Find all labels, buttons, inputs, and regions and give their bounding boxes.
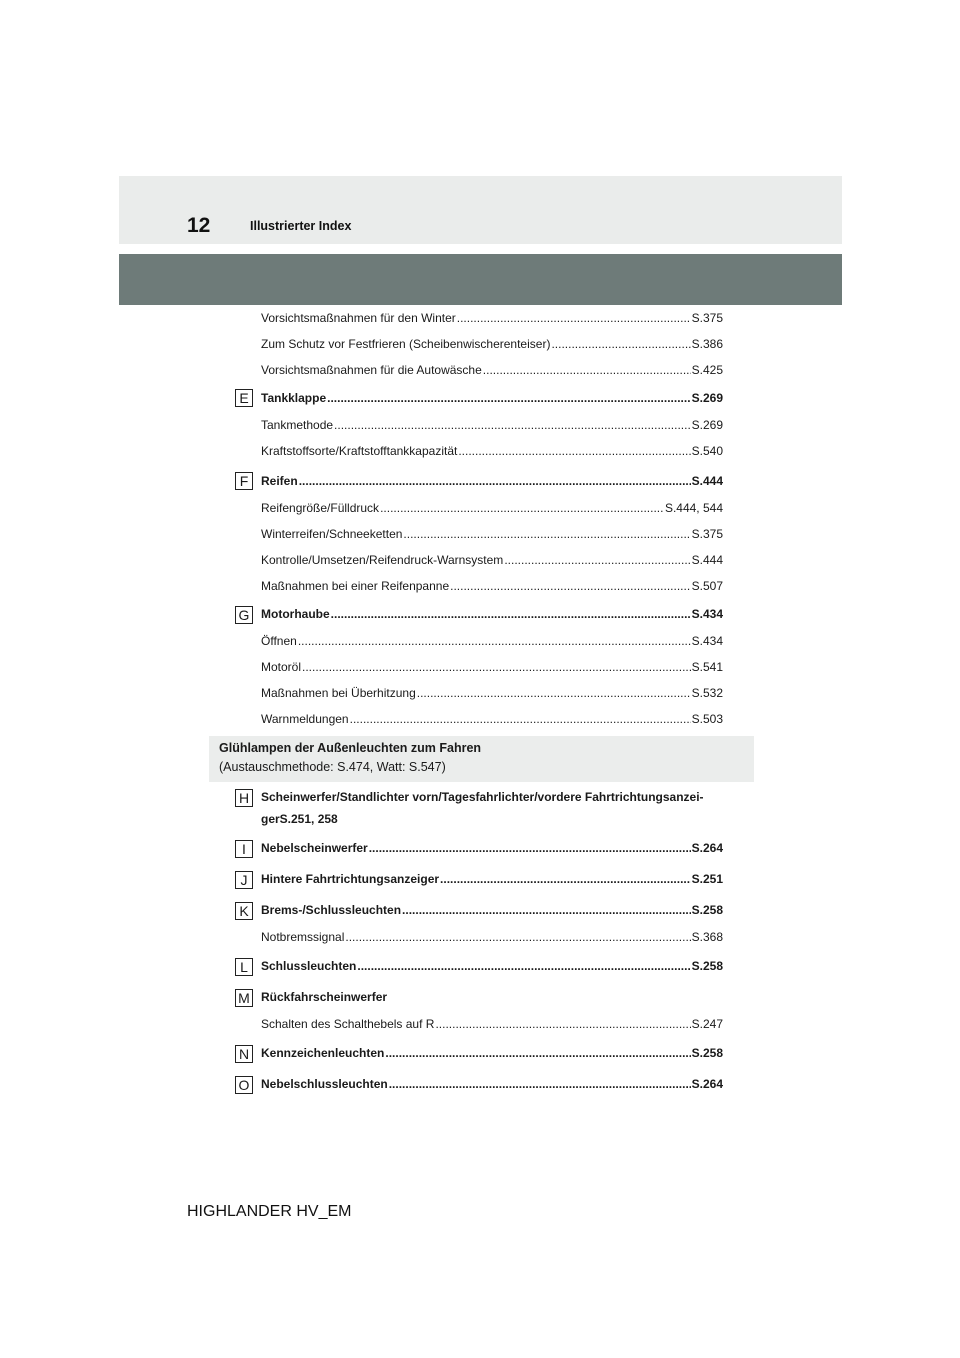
index-entry-heading[interactable] [261,789,723,805]
entry-text: Scheinwerfer/Standlichter vorn/Tagesfahrlichter/vordere Fahrtrichtungsanzei- [261,790,704,804]
entry-text: Maßnahmen bei Überhitzung [261,686,416,700]
letter-marker-K: K [235,902,253,920]
index-entry[interactable] [261,526,723,542]
index-entry-heading[interactable] [261,958,723,974]
index-entry-heading[interactable] [261,871,723,887]
index-entry[interactable] [261,711,723,727]
entry-text: Motoröl [261,660,302,674]
entry-page[interactable]: S.503 [691,712,723,726]
entry-page[interactable]: S.386 [691,337,723,351]
index-entry-heading[interactable] [261,989,723,1005]
leader-dots [331,606,691,622]
leader-dots [298,633,691,649]
entry-page[interactable]: S.368 [691,930,723,944]
leader-dots [450,578,691,594]
leader-dots [302,659,691,675]
entry-text: Kraftstoffsorte/Kraftstofftankkapazität [261,444,458,458]
leader-dots [551,336,690,352]
index-entry[interactable] [261,685,723,701]
leader-dots [334,417,691,433]
entry-text: Kontrolle/Umsetzen/Reifendruck-Warnsystem [261,553,504,567]
letter-marker-M: M [235,989,253,1007]
entry-text: Maßnahmen bei einer Reifenpanne [261,579,450,593]
entry-page[interactable]: S.258 [691,959,723,973]
letter-marker-F: F [235,472,253,490]
entry-text: Winterreifen/Schneeketten [261,527,403,541]
entry-text: Tankklappe [261,391,327,405]
entry-text: Reifen [261,474,298,488]
entry-page[interactable]: S.434 [691,607,723,621]
index-entry[interactable] [261,443,723,459]
index-entry[interactable] [261,929,723,945]
index-entry[interactable] [261,417,723,433]
leader-dots [458,443,690,459]
entry-text: Schlussleuchten [261,959,357,973]
entry-page[interactable]: S.425 [691,363,723,377]
index-entry-heading[interactable] [261,902,723,918]
index-entry-heading[interactable] [261,473,723,489]
index-entry[interactable] [261,578,723,594]
letter-marker-H: H [235,789,253,807]
entry-page[interactable]: S.375 [691,527,723,541]
leader-dots [389,1076,691,1092]
entry-page[interactable]: S.269 [691,418,723,432]
index-entry[interactable] [261,500,723,516]
entry-text: Vorsichtsmaßnahmen für die Autowäsche [261,363,482,377]
index-entry-heading[interactable] [261,1045,723,1061]
letter-marker-G: G [235,606,253,624]
entry-page[interactable]: S.375 [691,311,723,325]
leader-dots [440,871,691,887]
entry-page[interactable]: S.444 [691,474,723,488]
entry-text: Reifengröße/Fülldruck [261,501,380,515]
index-entry[interactable] [261,1016,723,1032]
index-entry-heading[interactable] [261,390,723,406]
leader-dots [402,902,691,918]
leader-dots [350,711,691,727]
entry-text: Rückfahrscheinwerfer [261,990,388,1004]
section-color-band [119,254,842,305]
header-band [119,176,842,244]
page-number: 12 [187,214,211,237]
entry-page[interactable]: S.264 [691,1077,723,1091]
entry-text: Schalten des Schalthebels auf R [261,1017,435,1031]
section-title: Illustrierter Index [250,219,352,233]
index-entry-continuation[interactable] [261,811,723,827]
letter-marker-L: L [235,958,253,976]
letter-marker-N: N [235,1045,253,1063]
entry-text: Nebelscheinwerfer [261,841,368,855]
letter-marker-I: I [235,840,253,858]
leader-dots [327,390,691,406]
entry-page[interactable]: S.264 [691,841,723,855]
letter-marker-E: E [235,389,253,407]
entry-text: gerS.251, 258 [261,812,338,826]
entry-text: Öffnen [261,634,297,648]
leader-dots [435,1016,690,1032]
index-entry-heading[interactable] [261,840,723,856]
index-entry[interactable] [261,552,723,568]
entry-page[interactable]: S.444 [691,553,723,567]
leader-dots [457,310,691,326]
index-entry[interactable] [261,310,723,326]
entry-text: Kennzeichenleuchten [261,1046,385,1060]
entry-page[interactable]: S.269 [691,391,723,405]
index-entry[interactable] [261,633,723,649]
index-entry-heading[interactable] [261,606,723,622]
entry-page[interactable]: S.532 [691,686,723,700]
index-entry[interactable] [261,362,723,378]
entry-page[interactable]: S.541 [691,660,723,674]
entry-text: Nebelschlussleuchten [261,1077,388,1091]
leader-dots [483,362,691,378]
entry-page[interactable]: S.258 [691,903,723,917]
entry-page[interactable]: S.540 [691,444,723,458]
index-entry[interactable] [261,336,723,352]
entry-text: Notbremssignal [261,930,345,944]
index-entry-heading[interactable] [261,1076,723,1092]
bulbs-section-title: Glühlampen der Außenleuchten zum Fahren [219,741,482,755]
leader-dots [299,473,691,489]
entry-text: Vorsichtsmaßnahmen für den Winter [261,311,456,325]
leader-dots [403,526,690,542]
index-entry[interactable] [261,659,723,675]
entry-text: Motorhaube [261,607,330,621]
entry-text: Hintere Fahrtrichtungsanzeiger [261,872,440,886]
footer-model: HIGHLANDER HV_EM [187,1203,352,1220]
leader-dots [369,840,691,856]
entry-page[interactable]: S.258 [691,1046,723,1060]
entry-text: Zum Schutz vor Festfrieren (Scheibenwischerenteiser) [261,337,551,351]
leader-dots [380,500,664,516]
letter-marker-O: O [235,1076,253,1094]
leader-dots [357,958,690,974]
entry-page[interactable]: S.247 [691,1017,723,1031]
leader-dots [345,929,690,945]
entry-text: Tankmethode [261,418,334,432]
entry-page[interactable]: S.444, 544 [664,501,723,515]
leader-dots [504,552,690,568]
entry-text: Brems-/Schlussleuchten [261,903,402,917]
entry-page[interactable]: S.434 [691,634,723,648]
bulbs-section-subtitle: (Austauschmethode: S.474, Watt: S.547) [219,760,446,774]
entry-page[interactable]: S.251 [691,872,723,886]
entry-text: Warnmeldungen [261,712,349,726]
entry-page[interactable]: S.507 [691,579,723,593]
letter-marker-J: J [235,871,253,889]
leader-dots [417,685,691,701]
leader-dots [385,1045,690,1061]
